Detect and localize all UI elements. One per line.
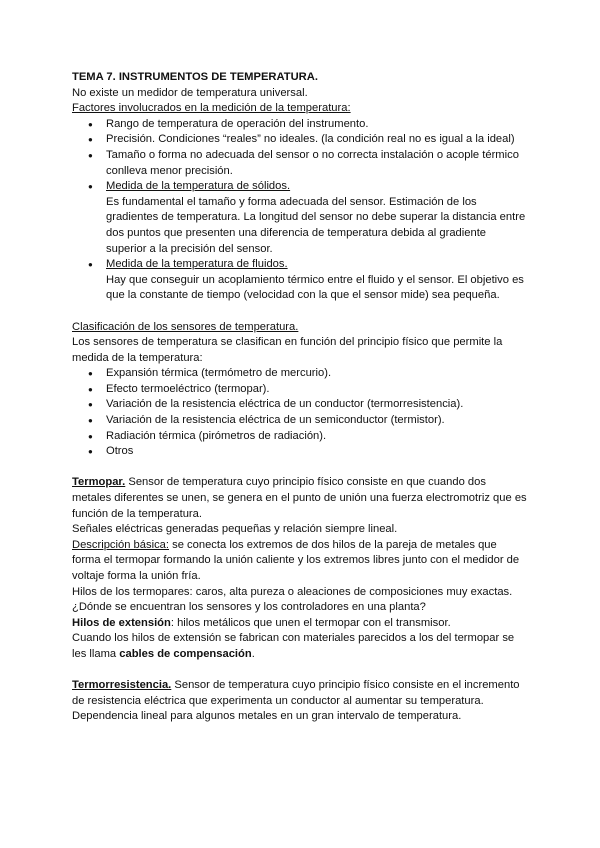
solids-text: Es fundamental el tamaño y forma adecuada del sensor. Estimación de los gradientes de temperatura. La longitud del sensor no debe superar la distancia entre dos puntos que presenten una diferencia de temperatura debida al gradiente superior a la precisión del sensor. (106, 195, 526, 255)
list-item: ● Expansión térmica (termómetro de mercurio). (72, 366, 528, 382)
classification-list (72, 366, 528, 460)
list-item: ● Variación de la resistencia eléctrica de un semiconductor (termistor). (72, 413, 528, 429)
factors-list (72, 117, 528, 304)
termorresistencia-definition: Termorresistencia. Sensor de temperatura cuyo principio físico consiste en el incremento de resistencia eléctrica que experimenta un conductor al aumentar su temperatura. Dependencia lineal para algunos metales en un gran intervalo de temperatura. (72, 679, 520, 723)
intro-paragraph: No existe un medidor de temperatura universal. (72, 86, 308, 99)
termopar-question: ¿Dónde se encuentran los sensores y los controladores en una planta? (72, 601, 426, 614)
classification-text: Los sensores de temperatura se clasifican en función del principio físico que permite la medida de la temperatura: (72, 336, 503, 364)
extension-wires-label: Hilos de extensión (72, 616, 171, 629)
basic-description-label: Descripción básica: (72, 538, 170, 551)
compensation-cables: Cuando los hilos de extensión se fabrican con materiales parecidos a los del termopar se les llama cables de compensación. (72, 632, 515, 660)
list-item (72, 179, 528, 257)
fluids-text: Hay que conseguir un acoplamiento térmico entre el fluido y el sensor. El objetivo es que la constante de tiempo (velocidad con la que el sensor mide) sea pequeña. (106, 273, 524, 302)
document-page (72, 70, 528, 725)
termopar-basic-description: Descripción básica: se conecta los extremos de dos hilos de la pareja de metales que forma el termopar formando la unión caliente y los extremos libres junto con el medidor de voltaje forma la unión fría. (72, 538, 520, 582)
factors-heading: Factores involucrados en la medición de la temperatura: (72, 102, 351, 115)
termopar-definition: Termopar. Sensor de temperatura cuyo principio físico consiste en que cuando dos metales diferentes se unen, se genera en el punto de unión una fuerza electromotriz que es función de la temperatura. (72, 476, 527, 520)
termopar-wires: Hilos de los termopares: caros, alta pureza o aleaciones de composiciones muy exactas. (72, 585, 513, 598)
compensation-cables-label: cables de compensación (119, 647, 252, 660)
solids-subheading: ● Medida de la temperatura de sólidos. (106, 180, 291, 193)
document-title: TEMA 7. INSTRUMENTOS DE TEMPERATURA. (72, 71, 318, 83)
list-item (72, 257, 528, 304)
list-item: ● Rango de temperatura de operación del instrumento. (72, 117, 528, 133)
list-item: ● Variación de la resistencia eléctrica de un conductor (termorresistencia). (72, 397, 528, 413)
list-item: ● Otros (72, 444, 528, 460)
list-item: ● Efecto termoeléctrico (termopar). (72, 382, 528, 398)
termorresistencia-term: Termorresistencia. (72, 679, 172, 692)
extension-wires: Hilos de extensión: hilos metálicos que unen el termopar con el transmisor. (72, 616, 451, 629)
classification-heading: Clasificación de los sensores de temperatura. (72, 320, 299, 333)
list-item: ● Precisión. Condiciones “reales” no ideales. (la condición real no es igual a la ideal) (72, 132, 528, 148)
list-item: ● Tamaño o forma no adecuada del sensor o no correcta instalación o acople térmico conlleva menor precisión. (72, 148, 528, 179)
fluids-subheading: ● Medida de la temperatura de fluidos. (106, 258, 288, 271)
list-item: ● Radiación térmica (pirómetros de radiación). (72, 429, 528, 445)
termopar-term: Termopar. (72, 476, 126, 489)
termopar-signals: Señales eléctricas generadas pequeñas y relación siempre lineal. (72, 523, 398, 536)
